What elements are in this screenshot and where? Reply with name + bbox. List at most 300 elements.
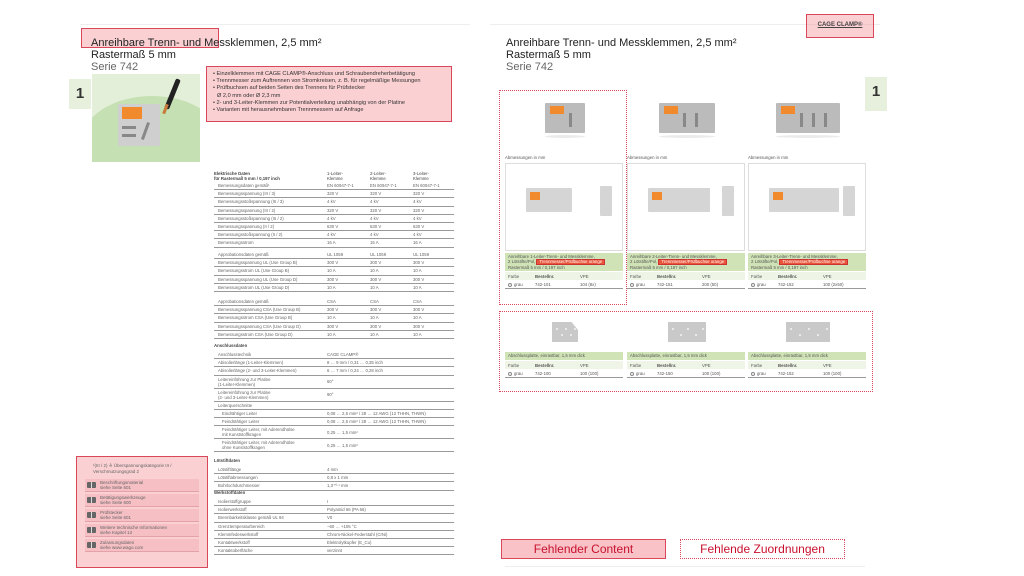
row-label: Bemessungsstrom xyxy=(218,240,254,246)
row-value: 4 kV xyxy=(370,199,379,205)
link-title: Betätigungswerkzeuge xyxy=(100,495,146,500)
row-value: 10 A xyxy=(327,284,336,290)
header-order: Bestellnr. xyxy=(535,362,555,368)
product-photo xyxy=(92,74,200,162)
row-value: 16 A xyxy=(370,240,379,246)
order-row[interactable] xyxy=(748,281,866,289)
row-value: 300 V xyxy=(413,260,425,266)
feature-item: • Trennmesser zum Auftrennen von Stromkreisen, z. B. für regelmäßige Messungen xyxy=(213,78,421,85)
right-subtitle: Rastermaß 5 mm xyxy=(506,49,591,61)
link-title: Beschriftungsmaterial xyxy=(100,480,144,485)
row-label: Bemessungsdaten gemäß¹ xyxy=(218,183,270,189)
missing-assignment-highlight-product xyxy=(499,90,627,305)
table-row xyxy=(214,474,454,482)
sidebar-link-item[interactable] xyxy=(85,539,199,552)
row-value: 320 V xyxy=(327,191,339,197)
feature-item: • Prüfbuchsen auf beiden Seiten des Trenners für Prüfstecker xyxy=(213,85,366,92)
table-row xyxy=(214,547,454,555)
table-row xyxy=(214,531,454,539)
clamp-slot xyxy=(812,113,815,127)
row-value: 4 kV xyxy=(413,232,422,238)
row-value: 300 V xyxy=(327,323,339,329)
color-swatch-icon xyxy=(751,372,755,376)
accessory-card xyxy=(627,318,747,388)
plate-hole xyxy=(680,334,682,336)
table-row xyxy=(214,402,454,410)
row-value: 16 A xyxy=(413,240,422,246)
terminal-product-image xyxy=(659,103,715,133)
row-value: 300 V xyxy=(413,276,425,282)
sidebar-info-box xyxy=(76,456,208,568)
section-title: Anschlussdaten xyxy=(214,343,248,348)
row-label: Bemessungsstoßspannung (III / 2) xyxy=(218,215,284,221)
row-value: 300 V xyxy=(370,323,382,329)
row-label: Bemessungsspannung UL (Use Group B) xyxy=(218,260,298,266)
csa-data-table xyxy=(214,298,454,339)
section-title: Lötstiftdaten xyxy=(214,458,241,463)
color-swatch-icon xyxy=(630,283,634,287)
row-label: Grenztemperaturbereich xyxy=(218,523,265,529)
row-label: Klemmfederwerkstoff xyxy=(218,531,259,537)
left-title: Anreihbare Trenn- und Messklemmen, 2,5 mm² xyxy=(91,37,322,49)
product-card xyxy=(748,95,868,295)
table-row xyxy=(214,231,454,239)
row-label: Bemessungsstoßspannung (II / 2) xyxy=(218,232,283,238)
color-cell xyxy=(748,371,778,376)
header-cell: 3-Leiter- Klemme xyxy=(413,171,430,181)
pack-unit: 100 (2x50) xyxy=(823,282,844,287)
row-value: I xyxy=(327,499,329,505)
row-value: 320 V xyxy=(327,207,339,213)
color-value: grau xyxy=(757,282,766,287)
table-row xyxy=(214,215,454,223)
legend-missing-assignments: Fehlende Zuordnungen xyxy=(680,539,845,559)
row-value: 300 V xyxy=(413,307,425,313)
slot xyxy=(141,122,150,140)
order-table-header xyxy=(627,361,745,369)
row-label: Feindrähtiger Leiter, mit Aderendhülse ohne Kunststoffkragen xyxy=(222,440,295,451)
clamp-slot xyxy=(824,113,827,127)
link-ref: siehe Seite 601 xyxy=(100,485,132,490)
end-plate-image xyxy=(786,322,830,342)
row-label: Bemessungsstrom CSA (Use Group D) xyxy=(218,331,293,337)
color-swatch-icon xyxy=(508,372,512,376)
order-number: 742-152 xyxy=(778,282,794,287)
color-value: grau xyxy=(636,371,645,376)
color-cell xyxy=(748,282,778,287)
row-label: Bemessungsspannung (III / 3) xyxy=(218,191,276,197)
row-label: Kontaktwerkstoff xyxy=(218,540,250,546)
table-row xyxy=(214,190,454,198)
row-value: 320 V xyxy=(413,207,425,213)
pack-unit: 100 (100) xyxy=(580,371,599,376)
pack-unit: 100 (100) xyxy=(702,371,721,376)
book-icon xyxy=(87,542,96,548)
feature-item: Ø 2,0 mm oder Ø 2,3 mm xyxy=(217,92,281,99)
order-row[interactable] xyxy=(627,281,745,289)
row-value: 0,25 … 1,5 mm² xyxy=(327,442,358,448)
row-value: 4 kV xyxy=(413,199,422,205)
row-label: Leitereinführung zur Platine (1-Leiter-Klemmen) xyxy=(218,376,271,387)
table-row xyxy=(214,298,454,306)
row-value: 300 V xyxy=(370,260,382,266)
missing-content-highlight-inline: Trennmesser/Prüfbuchse orange xyxy=(536,259,605,265)
row-label: Approbationsdaten gemäß xyxy=(218,252,269,258)
table-row xyxy=(214,498,454,506)
table-row xyxy=(214,359,454,367)
slot xyxy=(122,134,136,137)
header-color: Farbe xyxy=(508,273,520,279)
right-series: Serie 742 xyxy=(506,61,554,73)
dimension-label: Abmessungen in mm xyxy=(505,155,546,160)
sidebar-link-text xyxy=(100,540,143,550)
orange-lever xyxy=(664,106,678,114)
row-value: CAGE CLAMP® xyxy=(327,352,359,358)
cage-clamp-badge[interactable]: CAGE CLAMP® xyxy=(806,14,874,38)
plate-hole xyxy=(790,328,792,330)
table-row xyxy=(214,418,454,426)
row-label: Bohrlochdurchmesser xyxy=(218,483,260,489)
row-value: 630 V xyxy=(370,224,382,230)
row-value: 90° xyxy=(327,392,334,398)
product-description xyxy=(627,253,745,271)
row-value: 300 V xyxy=(327,307,339,313)
desc-line: Rastermaß 5 mm / 0,197 inch xyxy=(630,265,687,270)
row-value: EN 60947-7-1 xyxy=(327,183,354,189)
row-value: 4 kV xyxy=(327,199,336,205)
table-row xyxy=(214,376,454,389)
header-cell: 1-Leiter- Klemme xyxy=(327,171,344,181)
dimension-drawing xyxy=(748,163,866,251)
row-value: 300 V xyxy=(370,276,382,282)
bottom-rule xyxy=(505,566,865,567)
dimension-label: Abmessungen in mm xyxy=(627,155,668,160)
accessory-description xyxy=(748,352,866,360)
color-value: grau xyxy=(514,282,523,287)
row-value: 10 A xyxy=(327,268,336,274)
book-icon xyxy=(87,497,96,503)
plate-hole xyxy=(695,334,697,336)
row-value: 4 mm xyxy=(327,467,338,473)
row-value: 300 V xyxy=(327,260,339,266)
link-ref: siehe Kapitel 13 xyxy=(100,530,133,535)
row-value: 16 A xyxy=(327,240,336,246)
plate-hole xyxy=(687,328,689,330)
table-row xyxy=(214,331,454,339)
header-pack: VPE xyxy=(823,273,832,279)
accessory-description xyxy=(505,352,623,360)
table-row xyxy=(214,223,454,231)
order-row[interactable] xyxy=(505,370,623,378)
row-value: 630 V xyxy=(413,224,425,230)
desc-line: Abschlussplatte, einrastbar, 1,5 mm dick xyxy=(630,353,707,358)
row-value: UL 1059 xyxy=(413,252,430,258)
drawing-terminal xyxy=(648,188,710,212)
row-value: 4 kV xyxy=(327,232,336,238)
sidebar-link-item[interactable] xyxy=(85,479,199,492)
table-header xyxy=(214,168,454,182)
table-row xyxy=(214,314,454,322)
desc-line: Anreihbare 3-Leiter-Trenn- und Messklemme, xyxy=(751,254,838,259)
desc-line: Abschlussplatte, einrastbar, 1,5 mm dick xyxy=(508,353,585,358)
row-value: Polyamid 66 (PA 66) xyxy=(327,507,366,513)
accessory-description xyxy=(627,352,745,360)
row-value: 4 kV xyxy=(370,232,379,238)
row-value: 1,3⁺⁰·¹ mm xyxy=(327,482,349,488)
features-list xyxy=(206,66,452,122)
row-label: Bemessungsstrom UL (Use Group B) xyxy=(218,268,290,274)
chapter-tab-left[interactable]: 1 xyxy=(69,79,91,109)
link-ref: siehe Seite 601 xyxy=(100,515,132,520)
row-value: CSA xyxy=(413,299,422,305)
table-row xyxy=(214,251,454,259)
header-order: Bestellnr. xyxy=(657,362,677,368)
top-rule xyxy=(80,24,470,25)
table-row xyxy=(214,426,454,439)
order-table-header xyxy=(505,361,623,369)
sidebar-link-text xyxy=(100,525,167,535)
orange-lever xyxy=(122,107,142,119)
ul-data-table xyxy=(214,251,454,292)
color-swatch-icon xyxy=(630,372,634,376)
table-row xyxy=(214,259,454,267)
link-ref: siehe Seite 600 xyxy=(100,500,132,505)
row-label: Approbationsdaten gemäß xyxy=(218,299,269,305)
row-label: Abisolierlänge (1-Leiter-Klemmen) xyxy=(218,360,284,366)
table-row xyxy=(214,439,454,452)
row-value: 0,08 … 2,5 mm² / 28 … 12 AWG (12 THHN, THWN) xyxy=(327,410,426,416)
row-value: 630 V xyxy=(327,224,339,230)
order-number: 742-151 xyxy=(657,282,673,287)
sidebar-link-item[interactable] xyxy=(85,509,199,522)
terminal-block-image xyxy=(118,104,160,146)
desc-line: Rastermaß 5 mm / 0,197 inch xyxy=(508,265,565,270)
order-number: 742-100 xyxy=(535,371,551,376)
table-row xyxy=(214,367,454,375)
section-title: Werkstoffdaten xyxy=(214,490,246,495)
row-value: Chrom-Nickel-Federstahl (CrNi) xyxy=(327,531,388,537)
header-pack: VPE xyxy=(702,273,711,279)
row-value: 10 A xyxy=(370,315,379,321)
table-row xyxy=(214,539,454,547)
table-row xyxy=(214,239,454,247)
sidebar-link-text xyxy=(100,495,146,505)
plate-hole xyxy=(672,328,674,330)
row-label: Bemessungsstrom CSA (Use Group B) xyxy=(218,315,293,321)
order-row[interactable] xyxy=(748,370,866,378)
order-table-header xyxy=(748,361,866,369)
table-row xyxy=(214,198,454,206)
desc-line: Anreihbare 1-Leiter-Trenn- und Messklemme, xyxy=(508,254,595,259)
table-row xyxy=(214,284,454,292)
row-value: 320 V xyxy=(370,191,382,197)
table-row xyxy=(214,466,454,474)
desc-prefix: 2 Lötstifte/Pol, xyxy=(751,259,779,264)
left-subtitle: Rastermaß 5 mm xyxy=(91,49,176,61)
row-value: 10 A xyxy=(413,331,422,337)
table-row xyxy=(214,514,454,522)
table-row xyxy=(214,306,454,314)
row-value: −60 … +105 °C xyxy=(327,523,357,529)
book-icon xyxy=(87,527,96,533)
table-row xyxy=(214,506,454,514)
row-value: 320 V xyxy=(413,191,425,197)
link-ref: siehe www.wago.com xyxy=(100,545,144,550)
plate-hole xyxy=(565,328,567,330)
link-title: Prüfstecker xyxy=(100,510,123,515)
feature-item: • Varianten mit herausnehmbaren Trennmessern auf Anfrage xyxy=(213,107,364,114)
left-series: Serie 742 xyxy=(91,61,139,73)
table-row xyxy=(214,276,454,284)
product-card xyxy=(627,95,747,295)
shadow xyxy=(659,135,715,138)
feature-item: • Einzelklemmen mit CAGE CLAMP®-Anschluss und Schraubendreherbetätigung xyxy=(213,71,415,77)
header-order: Bestellnr. xyxy=(778,362,798,368)
plate-hole xyxy=(808,328,810,330)
connection-data-table xyxy=(214,343,454,452)
sidebar-links xyxy=(85,479,199,552)
plate-hole xyxy=(799,334,801,336)
order-table-header xyxy=(748,272,866,280)
missing-content-highlight-inline: Trennmesser/Prüfbuchse orange xyxy=(658,259,727,265)
row-label: Lötstiftlänge xyxy=(218,467,242,473)
sidebar-link-text xyxy=(100,480,143,490)
row-label: Anschlusstechnik xyxy=(218,352,252,358)
row-value: 4 kV xyxy=(327,215,336,221)
header-pack: VPE xyxy=(580,273,589,279)
color-value: grau xyxy=(757,371,766,376)
drawing-lever xyxy=(773,192,783,200)
chapter-tab-right[interactable]: 1 xyxy=(865,77,887,111)
row-value: 0,8 x 1 mm xyxy=(327,475,349,481)
drawing-lever xyxy=(652,192,662,200)
row-value: 10 A xyxy=(413,284,422,290)
header-pack: VPE xyxy=(580,362,589,368)
right-title-block xyxy=(506,37,736,73)
feature-item: • 2- und 3-Leiter-Klemmen zur Potentialverteilung unabhängig von der Platine xyxy=(213,99,405,106)
row-value: 10 A xyxy=(370,284,379,290)
header-cell: 2-Leiter- Klemme xyxy=(370,171,387,181)
table-row xyxy=(214,267,454,275)
row-label: Feindrähtiger Leiter xyxy=(222,419,260,425)
desc-prefix: 2 Lötstifte/Pol, xyxy=(630,259,658,264)
row-value: 10 A xyxy=(413,315,422,321)
clamp-slot xyxy=(800,113,803,127)
shadow xyxy=(776,135,840,138)
desc-prefix: 2 Lötstifte/Pol, xyxy=(508,259,536,264)
plate-hole xyxy=(817,334,819,336)
row-label: Bemessungsspannung UL (Use Group D) xyxy=(218,276,298,282)
header-order: Bestellnr. xyxy=(657,273,677,279)
row-value: 4 kV xyxy=(370,215,379,221)
header-color: Farbe xyxy=(630,362,642,368)
row-value: 4 kV xyxy=(413,215,422,221)
clamp-slot xyxy=(683,113,686,127)
sidebar-link-item[interactable] xyxy=(85,524,199,537)
header-color: Farbe xyxy=(751,273,763,279)
row-value: EN 60947-7-1 xyxy=(370,183,397,189)
electrical-data-table xyxy=(214,168,454,248)
row-label: Bemessungsspannung CSA (Use Group D) xyxy=(218,323,301,329)
end-plate-image xyxy=(552,322,578,342)
row-label: Brennbarkeitsklasse gemäß UL 94 xyxy=(218,515,284,521)
dimension-drawing xyxy=(627,163,745,251)
row-label: Lötstiftabmessungen xyxy=(218,475,258,481)
missing-content-highlight-inline: Trennmesser/Prüfbuchse orange xyxy=(779,259,848,265)
row-value: 320 V xyxy=(370,207,382,213)
order-number: 742-150 xyxy=(657,371,673,376)
color-cell xyxy=(627,371,657,376)
drawing-side-view xyxy=(843,186,855,216)
footnote: ¹(III / 2) ≙ Überspannungskategorie III / Verschmutzungsgrad 2 xyxy=(93,463,172,474)
row-value: 0,08 … 2,5 mm² / 28 … 12 AWG (12 THHN, THWN) xyxy=(327,419,426,425)
plate-hole xyxy=(826,328,828,330)
dimension-label: Abmessungen in mm xyxy=(748,155,789,160)
row-value: 300 V xyxy=(327,276,339,282)
row-label: Kontaktoberfläche xyxy=(218,548,253,554)
row-value: 8 … 9 mm / 0,31 … 0,35 inch xyxy=(327,360,383,366)
color-cell xyxy=(505,371,535,376)
table-row xyxy=(214,323,454,331)
color-cell xyxy=(627,282,657,287)
table-row xyxy=(214,351,454,359)
header-cell: Elektrische Daten für Rastermaß 5 mm / 0,197 inch xyxy=(214,171,280,181)
right-title: Anreihbare Trenn- und Messklemmen, 2,5 mm² xyxy=(506,37,737,49)
header-color: Farbe xyxy=(630,273,642,279)
header-color: Farbe xyxy=(508,362,520,368)
legend-missing-content: Fehlender Content xyxy=(501,539,666,559)
row-label: Eindrähtiger Leiter xyxy=(222,410,258,416)
row-label: Feindrähtiger Leiter, mit Aderendhülse mit Kunststoffkragen xyxy=(222,427,295,438)
plate-hole xyxy=(570,334,572,336)
row-label: Bemessungsspannung (III / 2) xyxy=(218,207,276,213)
order-number: 742-152 xyxy=(778,371,794,376)
pack-unit: 100 (100) xyxy=(823,371,842,376)
row-label: Bemessungsspannung (II / 2) xyxy=(218,224,275,230)
row-value: 6 … 7 mm / 0,24 … 0,28 inch xyxy=(327,368,383,374)
row-value: 300 V xyxy=(370,307,382,313)
desc-line: Rastermaß 5 mm / 0,197 inch xyxy=(751,265,808,270)
row-label: Leiterquerschnitte xyxy=(218,402,253,408)
plate-hole xyxy=(702,328,704,330)
row-label: Bemessungsstoßspannung (III / 3) xyxy=(218,199,284,205)
solder-pin-data-table xyxy=(214,458,454,491)
plate-hole xyxy=(561,334,563,336)
pack-unit: 104 (8x) xyxy=(580,282,596,287)
table-row xyxy=(214,207,454,215)
row-value: 0,25 … 1,5 mm² xyxy=(327,429,358,435)
sidebar-link-item[interactable] xyxy=(85,494,199,507)
row-value: 10 A xyxy=(413,268,422,274)
slot xyxy=(122,126,136,129)
drawing-side-view xyxy=(722,186,734,216)
row-value: 10 A xyxy=(370,331,379,337)
clamp-slot xyxy=(695,113,698,127)
book-icon xyxy=(87,482,96,488)
row-value: Elektrolytkupfer (E_Cu) xyxy=(327,540,372,546)
row-label: Abisolierlänge (2- und 3-Leiter-Klemmen) xyxy=(218,368,297,374)
table-row xyxy=(214,523,454,531)
header-order: Bestellnr. xyxy=(535,273,555,279)
link-title: Weitere technische Informationen xyxy=(100,525,167,530)
drawing-terminal xyxy=(769,188,839,212)
header-pack: VPE xyxy=(702,362,711,368)
row-label: Isolierstoffgruppe xyxy=(218,499,251,505)
table-row xyxy=(214,182,454,190)
end-plate-image xyxy=(668,322,706,342)
color-value: grau xyxy=(636,282,645,287)
order-row[interactable] xyxy=(627,370,745,378)
